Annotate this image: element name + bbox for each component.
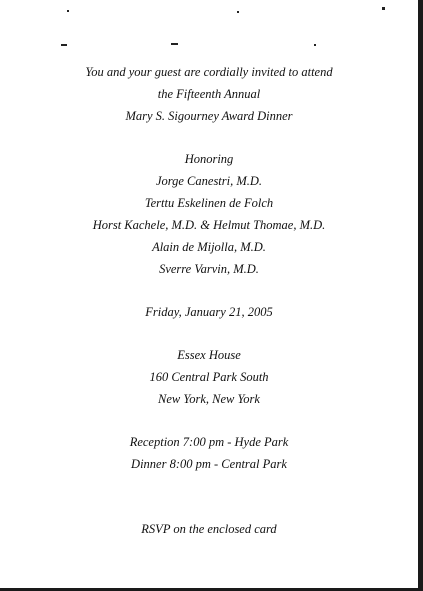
- scan-speck: [237, 11, 239, 13]
- honoree-name: Jorge Canestri, M.D.: [155, 174, 263, 188]
- honoring-heading: Honoring: [184, 152, 234, 166]
- honoree-name: Horst Kachele, M.D. & Helmut Thomae, M.D.: [92, 218, 326, 232]
- intro-line-2: the Fifteenth Annual: [157, 87, 261, 101]
- venue-name: Essex House: [177, 348, 241, 362]
- venue-street: 160 Central Park South: [149, 370, 269, 384]
- rsvp-note: RSVP on the enclosed card: [141, 522, 277, 536]
- honoree-name: Sverre Varvin, M.D.: [159, 262, 259, 276]
- scan-speck: [67, 10, 69, 12]
- venue-city: New York, New York: [158, 392, 260, 406]
- dinner-time: Dinner 8:00 pm - Central Park: [131, 457, 287, 471]
- scan-speck: [314, 44, 316, 46]
- reception-time: Reception 7:00 pm - Hyde Park: [129, 435, 289, 449]
- honoree-name: Terttu Eskelinen de Folch: [144, 196, 274, 210]
- scan-speck: [171, 43, 178, 45]
- event-title: Mary S. Sigourney Award Dinner: [125, 109, 293, 123]
- scan-speck: [382, 7, 385, 10]
- scan-border-right: [418, 0, 423, 591]
- event-date: Friday, January 21, 2005: [145, 305, 273, 319]
- scan-speck: [61, 44, 67, 46]
- intro-line-1: You and your guest are cordially invited to attend: [85, 65, 333, 79]
- honoree-name: Alain de Mijolla, M.D.: [152, 240, 266, 254]
